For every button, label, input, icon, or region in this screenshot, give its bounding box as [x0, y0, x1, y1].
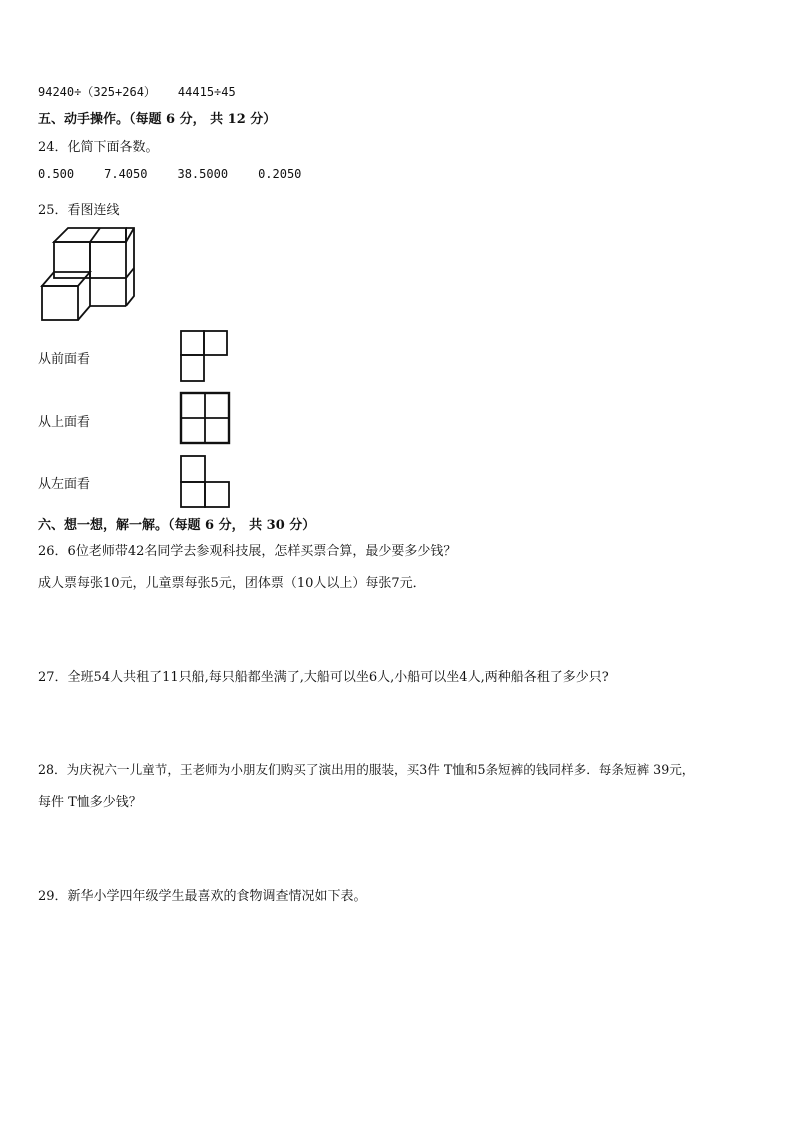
- calculation-line: [38, 83, 236, 100]
- question-27: 27．全班54人共租了11只船,每只船都坐满了,大船可以坐6人,小船可以坐4人,两种船各租了多少只?: [38, 670, 609, 685]
- number-item: 7.4050: [104, 167, 148, 181]
- view-shape-b[interactable]: [179, 391, 231, 447]
- section-6-title: 六、想一想，解一解。（每题 6 分， 共 30 分）: [38, 518, 316, 533]
- question-28-line-1: 28．为庆祝六一儿童节，王老师为小朋友们购买了演出用的服装，买3件 T恤和5条短裤的钱同样多．每条短裤 39元，: [38, 762, 695, 777]
- calc-expression-1: 94240÷（325+264）: [38, 85, 156, 99]
- question-25: 25．看图连线: [38, 203, 120, 218]
- question-24: 24．化简下面各数。: [38, 140, 159, 155]
- view-shape-c[interactable]: [179, 454, 231, 510]
- cube-stack-figure: [38, 224, 138, 324]
- number-item: 0.2050: [258, 167, 302, 181]
- view-label-left: 从左面看: [38, 477, 91, 492]
- view-label-front: 从前面看: [38, 352, 91, 367]
- number-item: 0.500: [38, 167, 75, 181]
- view-shape-a[interactable]: [179, 329, 231, 385]
- number-item: 38.5000: [177, 167, 229, 181]
- question-24-numbers: [38, 167, 301, 181]
- view-label-top: 从上面看: [38, 415, 91, 430]
- question-26-line-1: 26．6位老师带42名同学去参观科技展，怎样买票合算，最少要多少钱？: [38, 544, 457, 559]
- question-29: 29．新华小学四年级学生最喜欢的食物调查情况如下表。: [38, 889, 367, 904]
- question-28-line-2: 每件 T恤多少钱？: [38, 795, 142, 810]
- question-26-line-2: 成人票每张10元，儿童票每张5元，团体票（10人以上）每张7元．: [38, 576, 426, 591]
- calc-expression-2: 44415÷45: [177, 85, 236, 99]
- section-5-title: 五、动手操作。（每题 6 分， 共 12 分）: [38, 112, 277, 127]
